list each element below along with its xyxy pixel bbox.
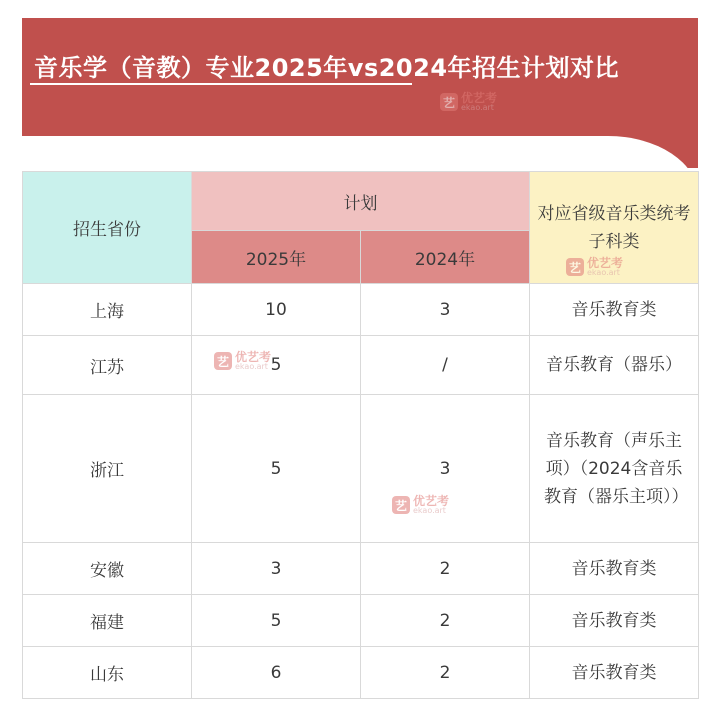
table-row xyxy=(23,647,699,699)
plan-2024-cell: / xyxy=(361,336,530,395)
header-2025: 2025年 xyxy=(192,231,361,284)
plan-2024-cell: 2 xyxy=(361,647,530,699)
plan-2025-cell: 5 xyxy=(192,336,361,395)
category-cell: 音乐教育（声乐主项）（2024含音乐教育（器乐主项）） xyxy=(530,395,699,543)
plan-2025-cell: 5 xyxy=(192,595,361,647)
watermark-logo xyxy=(566,257,623,277)
table-row xyxy=(23,336,699,395)
province-cell: 山东 xyxy=(23,647,192,699)
banner-curve xyxy=(22,136,698,168)
plan-2025-cell: 5 xyxy=(192,395,361,543)
table-row xyxy=(23,284,699,336)
plan-2025-cell: 10 xyxy=(192,284,361,336)
category-cell: 音乐教育类 xyxy=(530,595,699,647)
plan-2024-cell: 2 xyxy=(361,595,530,647)
province-cell: 福建 xyxy=(23,595,192,647)
category-cell: 音乐教育类 xyxy=(530,284,699,336)
watermark-domain: ekao.art xyxy=(235,362,268,371)
watermark-logo xyxy=(440,92,497,112)
category-cell: 音乐教育类 xyxy=(530,647,699,699)
header-2024: 2024年 xyxy=(361,231,530,284)
watermark-logo xyxy=(214,351,271,371)
province-cell: 浙江 xyxy=(23,395,192,543)
watermark-domain: ekao.art xyxy=(413,506,446,515)
title-banner xyxy=(22,18,698,168)
watermark-domain: ekao.art xyxy=(461,103,494,112)
header-plan: 计划 xyxy=(192,172,530,231)
plan-2024-cell: 3 xyxy=(361,395,530,543)
watermark-icon: 艺 xyxy=(566,258,584,276)
plan-2024-cell: 3 xyxy=(361,284,530,336)
plan-2025-cell: 6 xyxy=(192,647,361,699)
watermark-text: 优艺考 xyxy=(461,91,498,105)
watermark-text: 优艺考 xyxy=(587,256,624,270)
enrollment-plan-table xyxy=(22,171,699,699)
watermark-text: 优艺考 xyxy=(235,350,272,364)
table-row xyxy=(23,543,699,595)
title-underline xyxy=(30,83,412,85)
watermark-icon: 艺 xyxy=(392,496,410,514)
province-cell: 江苏 xyxy=(23,336,192,395)
category-cell: 音乐教育（器乐） xyxy=(530,336,699,395)
watermark-icon: 艺 xyxy=(440,93,458,111)
watermark-icon: 艺 xyxy=(214,352,232,370)
plan-2025-cell: 3 xyxy=(192,543,361,595)
province-cell: 安徽 xyxy=(23,543,192,595)
header-category-label: 对应省级音乐类统考子科类 xyxy=(537,203,691,252)
province-cell: 上海 xyxy=(23,284,192,336)
watermark-logo xyxy=(392,495,449,515)
header-province: 招生省份 xyxy=(23,172,192,284)
category-cell: 音乐教育类 xyxy=(530,543,699,595)
table-row xyxy=(23,395,699,543)
watermark-domain: ekao.art xyxy=(587,268,620,277)
watermark-text: 优艺考 xyxy=(413,494,450,508)
page-title: 音乐学（音教）专业2025年vs2024年招生计划对比 xyxy=(34,54,620,82)
plan-2024-cell: 2 xyxy=(361,543,530,595)
table-row xyxy=(23,595,699,647)
